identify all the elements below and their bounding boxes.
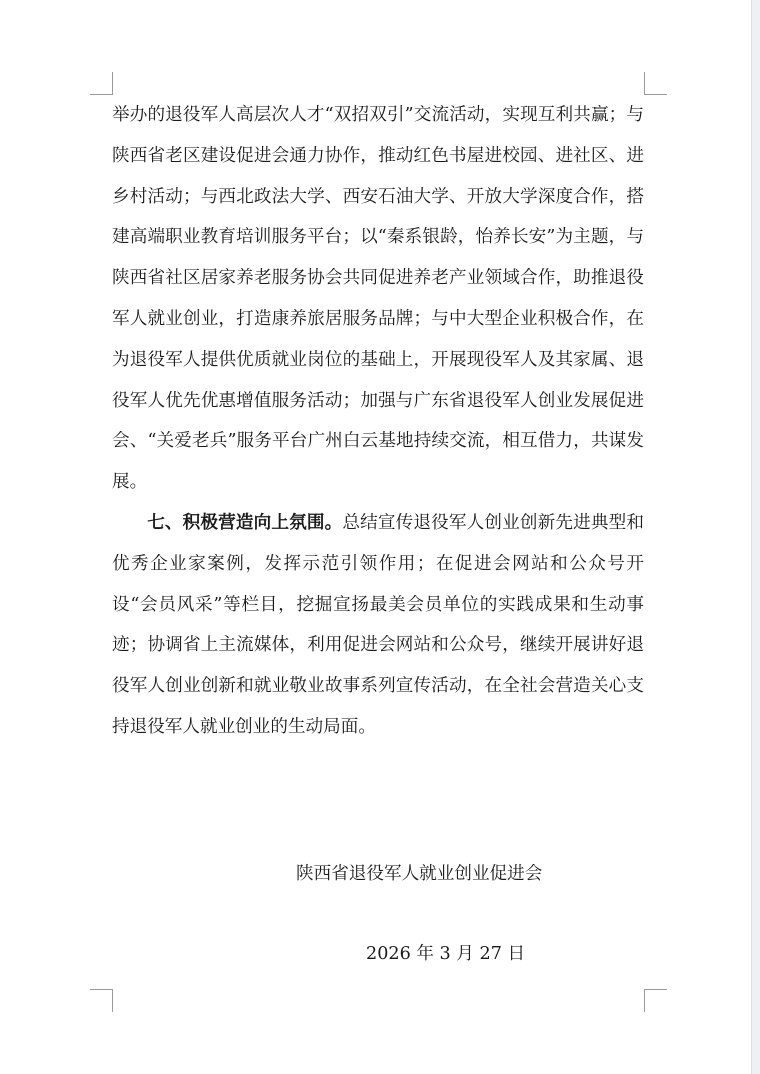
section-heading: 七、积极营造向上氛围。 bbox=[147, 511, 343, 533]
crop-mark-top-left bbox=[90, 72, 113, 95]
paragraph-1: 举办的退役军人高层次人才“双招双引”交流活动，实现互利共赢；与陕西省老区建设促进会通力协作，推动红色书屋进校园、进社区、进乡村活动；与西北政法大学、西安石油大学、开放大学深度合作，搭建高端职业教育培训服务平台；以“秦系银龄，怡养长安”为主题，与陕西省社区居家养老服务协会共同促进养老产业领域合作，助推退役军人就业创业，打造康养旅居服务品牌；与中大型企业积极合作，在为退役军人提供优质就业岗位的基础上，开展现役军人及其家属、退役军人优先优惠增值服务活动；加强与广东省退役军人创业发展促进会、“关爱老兵”服务平台广州白云基地持续交流，相互借力，共谋发展。 bbox=[112, 105, 644, 493]
crop-mark-top-right bbox=[644, 72, 667, 95]
vertical-scrollbar[interactable] bbox=[751, 0, 760, 1074]
document-body bbox=[112, 95, 644, 748]
paragraph-2 bbox=[112, 503, 644, 748]
paragraph-2-body: 总结宣传退役军人创业创新先进典型和优秀企业家案例，发挥示范引领作用；在促进会网站和公众号开设“会员风采”等栏目，挖掘宣扬最美会员单位的实践成果和生动事迹；协调省上主流媒体，利用促进会网站和公众号，继续开展讲好退役军人创业创新和就业敬业故事系列宣传活动，在全社会营造关心支持退役军人就业创业的生动局面。 bbox=[112, 512, 644, 737]
crop-mark-bottom-right bbox=[644, 989, 667, 1012]
signature-organization: 陕西省退役军人就业创业促进会 bbox=[296, 864, 543, 884]
crop-mark-bottom-left bbox=[90, 989, 113, 1012]
signature-date: 2026 年 3 月 27 日 bbox=[366, 944, 526, 964]
